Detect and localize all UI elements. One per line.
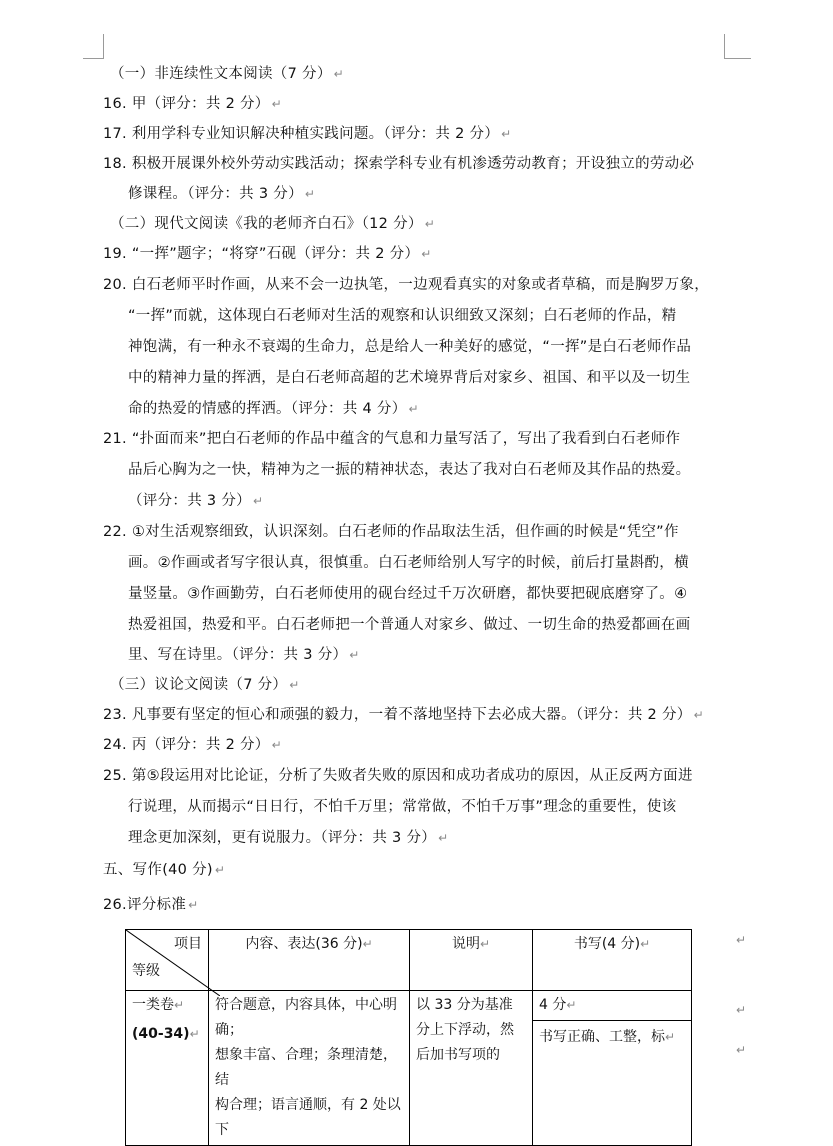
text-line: 26.评分标准 ↵ <box>103 897 199 913</box>
text-line: 中的精神力量的挥洒，是白石老师高超的艺术境界背后对家乡、祖国、和平以及一切生 <box>128 370 691 386</box>
text-line: 17. 利用学科专业知识解决种植实践问题。（评分：共 2 分） ↵ <box>103 126 512 142</box>
diagonal-header-cell <box>126 930 209 991</box>
section-heading: 五、写作(40 分) ↵ <box>103 862 226 878</box>
content-cell: 符合题意，内容具体，中心明确； 想象丰富、合理；条理清楚，结 构合理；语言通顺，有 2 处以下 <box>209 991 410 1146</box>
text-line: 品后心胸为之一快，精神为之一振的精神状态，表达了我对白石老师及其作品的热爱。 <box>128 462 691 478</box>
text-line: 21. “扑面而来”把白石老师的作品中蕴含的气息和力量写活了，写出了我看到白石老师作 <box>103 431 681 447</box>
text-line: 行说理，从而揭示“日日行，不怕千万里；常常做，不怕千万事”理念的重要性，使该 <box>128 799 677 815</box>
text-line: 神饱满，有一种永不衰竭的生命力，总是给人一种美好的感觉，“一挥”是白石老师作品 <box>128 339 692 355</box>
text-line: （一）非连续性文本阅读（7 分） ↵ <box>110 66 344 82</box>
margin-corner-right <box>724 34 751 59</box>
text-line: 25. 第⑤段运用对比论证，分析了失败者失败的原因和成功者成功的原因，从正反两方面进 <box>103 768 693 784</box>
text-line: 画。②作画或者写字很认真，很慎重。白石老师给别人写字的时候，前后打量斟酌，横 <box>128 555 689 571</box>
text-line: 22. ①对生活观察细致，认识深刻。白石老师的作品取法生活，但作画的时候是“凭空”作 <box>103 524 679 540</box>
header-content: 内容、表达(36 分)↵ <box>209 930 410 991</box>
text-line: 里、写在诗里。（评分：共 3 分） ↵ <box>128 647 360 663</box>
grade-cell: 一类卷↵ (40-34)↵ <box>126 991 209 1146</box>
text-line: （评分：共 3 分） ↵ <box>128 493 264 509</box>
text-line: 19. “一挥”题字；“将穿”石砚（评分：共 2 分） ↵ <box>103 246 432 262</box>
margin-corner-left <box>83 34 104 59</box>
text-line: 量竖量。③作画勤劳，白石老师使用的砚台经过千万次研磨，都快要把砚底磨穿了。④ <box>128 586 688 602</box>
row-end-mark: ↵ <box>736 933 747 947</box>
text-line: （二）现代文阅读《我的老师齐白石》（12 分） ↵ <box>110 216 436 232</box>
text-line: “一挥”而就，这体现白石老师对生活的观察和认识细致又深刻；白石老师的作品，精 <box>128 308 677 324</box>
table-row <box>126 991 692 1146</box>
note-cell: 以 33 分为基准 分上下浮动，然 后加书写项的 <box>410 991 533 1146</box>
header-grade-label: 等级 <box>132 963 160 979</box>
header-writing: 书写(4 分)↵ <box>533 930 692 991</box>
scoring-table <box>125 929 692 1146</box>
text-line: 热爱祖国，热爱和平。白石老师把一个普通人对家乡、做过、一切生命的热爱都画在画 <box>128 617 691 633</box>
text-line: 20. 白石老师平时作画，从来不会一边执笔，一边观看真实的对象或者草稿，而是胸罗万象， <box>103 277 710 293</box>
text-line: 16. 甲（评分：共 2 分） ↵ <box>103 96 282 112</box>
text-line: 修课程。（评分：共 3 分） ↵ <box>128 186 316 202</box>
row-end-mark: ↵ <box>736 1003 747 1017</box>
writing-cell: 4 分↵ 书写正确、工整，标↵ <box>533 991 692 1146</box>
row-end-mark: ↵ <box>736 1043 747 1057</box>
text-line: 24. 丙（评分：共 2 分） ↵ <box>103 737 282 753</box>
text-line: 理念更加深刻，更有说服力。（评分：共 3 分） ↵ <box>128 830 449 846</box>
text-line: 18. 积极开展课外校外劳动实践活动；探索学科专业有机渗透劳动教育；开设独立的劳动必 <box>103 156 695 172</box>
header-note: 说明↵ <box>410 930 533 991</box>
table-header-row <box>126 930 692 991</box>
header-project-label: 项目 <box>174 936 202 952</box>
text-line: 23. 凡事要有坚定的恒心和顽强的毅力，一着不落地坚持下去必成大器。（评分：共 2 分） ↵ <box>103 707 704 723</box>
text-line: （三）议论文阅读（7 分） ↵ <box>110 677 300 693</box>
text-line: 命的热爱的情感的挥洒。（评分：共 4 分） ↵ <box>128 401 419 417</box>
